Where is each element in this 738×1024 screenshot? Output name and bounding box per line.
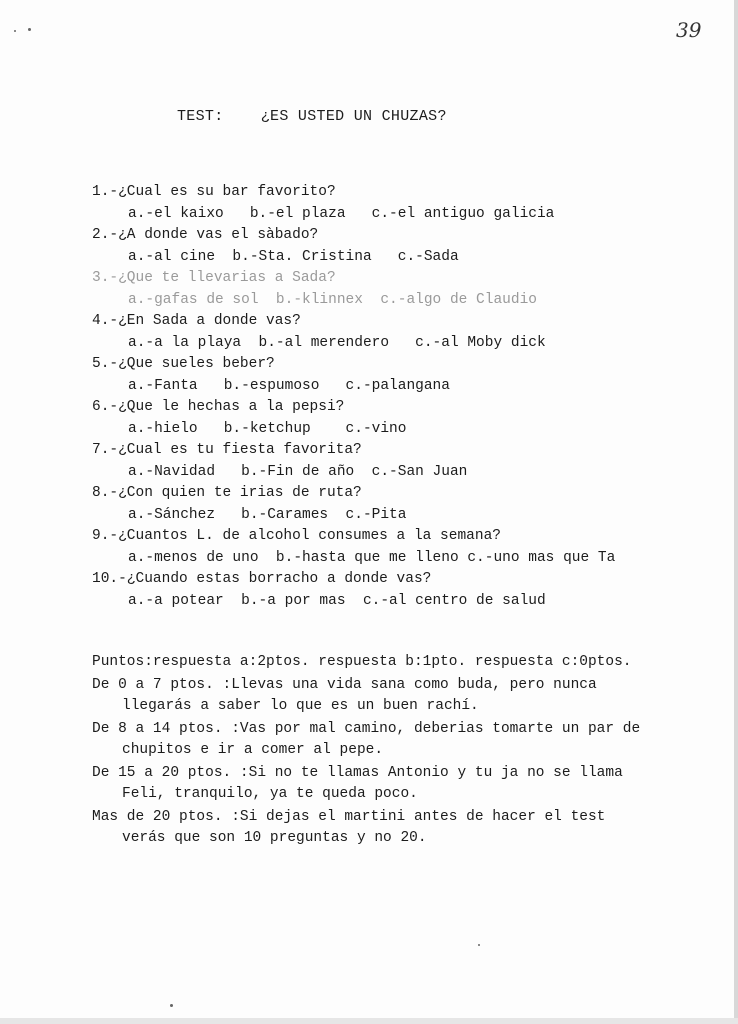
scan-speck <box>478 944 480 946</box>
question-list <box>92 182 615 612</box>
question-text: 3.-¿Que te llevarias a Sada? <box>92 270 336 286</box>
scan-edge-right <box>734 0 738 1024</box>
score-range-continuation: llegarás a saber lo que es un buen rachí. <box>122 698 479 714</box>
question-options: a.-menos de uno b.-hasta que me lleno c.-uno mas que Ta <box>128 549 616 566</box>
score-range-line: De 8 a 14 ptos. :Vas por mal camino, deberias tomarte un par de <box>92 720 641 737</box>
score-range <box>92 807 640 850</box>
question-text: 5.-¿Que sueles beber? <box>92 356 275 372</box>
score-range-continuation: verás que son 10 preguntas y no 20. <box>122 830 427 846</box>
scoring-section <box>92 652 640 850</box>
score-range <box>92 719 640 762</box>
question-options: a.-al cine b.-Sta. Cristina c.-Sada <box>128 248 459 265</box>
question-text: 6.-¿Que le hechas a la pepsi? <box>92 399 345 415</box>
question-item <box>92 225 615 268</box>
question-text: 4.-¿En Sada a donde vas? <box>92 313 301 329</box>
scan-edge-bottom <box>0 1018 738 1024</box>
points-legend: Puntos:respuesta a:2ptos. respuesta b:1pto. respuesta c:0ptos. <box>92 654 632 670</box>
score-range <box>92 675 640 718</box>
question-text: 10.-¿Cuando estas borracho a donde vas? <box>92 571 432 587</box>
scan-speck <box>170 1004 173 1007</box>
question-item <box>92 182 615 225</box>
score-range-line: Mas de 20 ptos. :Si dejas el martini antes de hacer el test <box>92 808 606 825</box>
question-item <box>92 483 615 526</box>
question-options: a.-gafas de sol b.-klinnex c.-algo de Claudio <box>128 291 537 308</box>
question-item <box>92 569 615 612</box>
question-text: 9.-¿Cuantos L. de alcohol consumes a la semana? <box>92 528 501 544</box>
question-item <box>92 526 615 569</box>
question-options: a.-Sánchez b.-Carames c.-Pita <box>128 506 407 523</box>
question-text: 8.-¿Con quien te irias de ruta? <box>92 485 362 501</box>
score-range-line: De 15 a 20 ptos. :Si no te llamas Antonio y tu ja no se llama <box>92 764 623 781</box>
question-options: a.-Fanta b.-espumoso c.-palangana <box>128 377 450 394</box>
question-options: a.-a la playa b.-al merendero c.-al Moby dick <box>128 334 546 351</box>
question-options: a.-Navidad b.-Fin de año c.-San Juan <box>128 463 468 480</box>
test-title: TEST: ¿ES USTED UN CHUZAS? <box>177 108 447 125</box>
question-options: a.-a potear b.-a por mas c.-al centro de salud <box>128 592 546 609</box>
question-item <box>92 354 615 397</box>
score-range-line: De 0 a 7 ptos. :Llevas una vida sana como buda, pero nunca <box>92 676 597 693</box>
question-options: a.-el kaixo b.-el plaza c.-el antiguo galicia <box>128 205 555 222</box>
question-options: a.-hielo b.-ketchup c.-vino <box>128 420 407 437</box>
scan-speck <box>14 30 16 32</box>
question-item <box>92 397 615 440</box>
question-text: 7.-¿Cual es tu fiesta favorita? <box>92 442 362 458</box>
question-text: 1.-¿Cual es su bar favorito? <box>92 184 336 200</box>
question-item <box>92 311 615 354</box>
scan-speck <box>28 28 31 31</box>
score-range-continuation: Feli, tranquilo, ya te queda poco. <box>122 786 418 802</box>
question-item <box>92 268 615 311</box>
question-item <box>92 440 615 483</box>
question-text: 2.-¿A donde vas el sàbado? <box>92 227 319 243</box>
score-range <box>92 763 640 806</box>
score-range-continuation: chupitos e ir a comer al pepe. <box>122 742 384 758</box>
page-number: 39 <box>676 18 702 42</box>
